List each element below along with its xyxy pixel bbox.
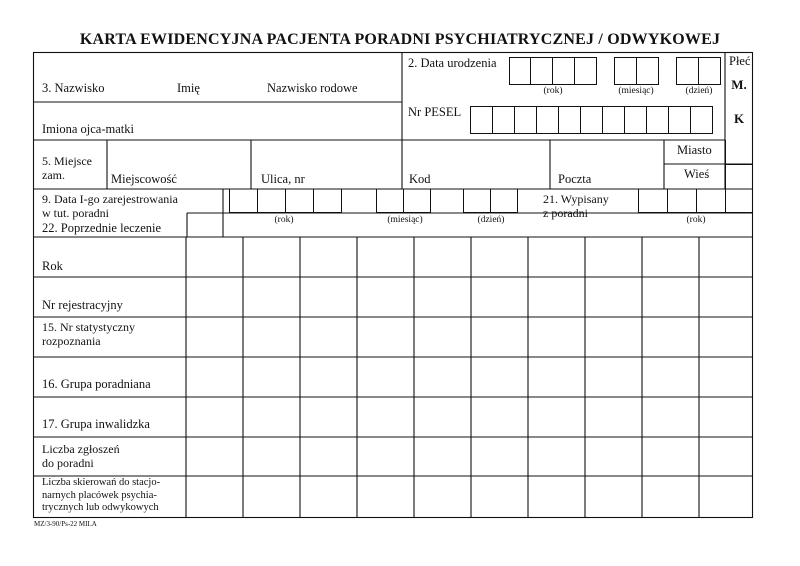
reg-month-digit-2[interactable] bbox=[403, 189, 431, 213]
city-checkbox[interactable] bbox=[725, 140, 753, 165]
birth-month-caption: (miesiąc) bbox=[618, 86, 654, 96]
pesel-digit-9[interactable] bbox=[646, 106, 669, 134]
grid-row-registration-number-label: Nr rejestracyjny bbox=[42, 298, 123, 312]
pesel-digit-10[interactable] bbox=[668, 106, 691, 134]
pesel-digit-3[interactable] bbox=[514, 106, 537, 134]
pesel-digit-6[interactable] bbox=[580, 106, 603, 134]
pesel-digit-2[interactable] bbox=[492, 106, 515, 134]
discharge-year-digit-3[interactable] bbox=[696, 189, 726, 213]
prior-treatment-label: 22. Poprzednie leczenie bbox=[42, 221, 162, 235]
reg-year-digit-4[interactable] bbox=[313, 189, 342, 213]
grid-row-year-label: Rok bbox=[42, 259, 63, 273]
birth-month-digit-1[interactable] bbox=[614, 57, 637, 85]
gender-female-option[interactable]: K bbox=[733, 111, 745, 126]
discharge-year-digit-4[interactable] bbox=[725, 189, 753, 213]
reg-month-digit-1[interactable] bbox=[376, 189, 404, 213]
grid-row-referrals-count-label: Liczba skierowań do stacjo- narnych placówek psychia- trycznych lub odwykowych bbox=[42, 477, 161, 513]
pesel-digit-5[interactable] bbox=[558, 106, 581, 134]
grid-row-visits-count-label: Liczba zgłoszeń do poradni bbox=[42, 442, 120, 470]
discharge-year-digit-2[interactable] bbox=[667, 189, 697, 213]
postal-code-label: Kod bbox=[409, 172, 431, 186]
grid-row-diagnosis-label: 15. Nr statystyczny rozpoznania bbox=[42, 320, 135, 348]
reg-year-caption: (rok) bbox=[274, 215, 294, 225]
reg-day-digit-1[interactable] bbox=[463, 189, 491, 213]
reg-year-digit-2[interactable] bbox=[257, 189, 286, 213]
surname-label: 3. Nazwisko bbox=[42, 81, 105, 95]
city-option-label: Miasto bbox=[677, 143, 712, 157]
birth-month-digit-2[interactable] bbox=[636, 57, 659, 85]
birth-day-digit-1[interactable] bbox=[676, 57, 699, 85]
gender-label: Płeć bbox=[729, 54, 751, 68]
reg-year-digit-1[interactable] bbox=[229, 189, 258, 213]
village-option-label: Wieś bbox=[684, 167, 710, 181]
form-code: MZ/3-90/Ps-22 MILA bbox=[34, 520, 97, 528]
reg-day-caption: (dzień) bbox=[477, 215, 505, 225]
post-office-label: Poczta bbox=[558, 172, 592, 186]
locality-label: Miejscowość bbox=[111, 172, 177, 186]
pesel-digit-1[interactable] bbox=[470, 106, 493, 134]
grid-row-clinic-group-label: 16. Grupa poradniana bbox=[42, 377, 151, 391]
gender-male-option[interactable]: M. bbox=[731, 77, 747, 92]
reg-month-caption: (miesiąc) bbox=[387, 215, 423, 225]
birth-day-caption: (dzień) bbox=[685, 86, 713, 96]
parents-names-label: Imiona ojca-matki bbox=[42, 122, 134, 136]
reg-day-digit-2[interactable] bbox=[490, 189, 518, 213]
birth-year-digit-3[interactable] bbox=[552, 57, 575, 85]
birth-year-digit-2[interactable] bbox=[530, 57, 553, 85]
grid-row-disability-group-label: 17. Grupa inwalidzka bbox=[42, 417, 150, 431]
pesel-digit-8[interactable] bbox=[624, 106, 647, 134]
birth-day-digit-2[interactable] bbox=[698, 57, 721, 85]
pesel-digit-11[interactable] bbox=[690, 106, 713, 134]
birth-year-digit-1[interactable] bbox=[509, 57, 531, 85]
discharged-label: 21. Wypisany z poradni bbox=[543, 192, 609, 220]
birth-year-caption: (rok) bbox=[543, 86, 563, 96]
discharge-year-digit-1[interactable] bbox=[638, 189, 668, 213]
page-title: KARTA EWIDENCYJNA PACJENTA PORADNI PSYCHIATRYCZNEJ / ODWYKOWEJ bbox=[79, 31, 721, 48]
pesel-label: Nr PESEL bbox=[408, 105, 462, 119]
village-checkbox[interactable] bbox=[725, 164, 753, 189]
firstname-label: Imię bbox=[177, 81, 200, 95]
birth-year-digit-4[interactable] bbox=[574, 57, 597, 85]
street-label: Ulica, nr bbox=[261, 172, 305, 186]
residence-label: 5. Miejsce zam. bbox=[42, 154, 92, 182]
discharge-year-caption: (rok) bbox=[686, 215, 706, 225]
maiden-name-label: Nazwisko rodowe bbox=[267, 81, 358, 95]
birth-date-label: 2. Data urodzenia bbox=[408, 56, 497, 70]
registration-date-label: 9. Data I-go zarejestrowania w tut. poradni bbox=[42, 192, 178, 220]
pesel-digit-7[interactable] bbox=[602, 106, 625, 134]
reg-year-digit-3[interactable] bbox=[285, 189, 314, 213]
pesel-digit-4[interactable] bbox=[536, 106, 559, 134]
